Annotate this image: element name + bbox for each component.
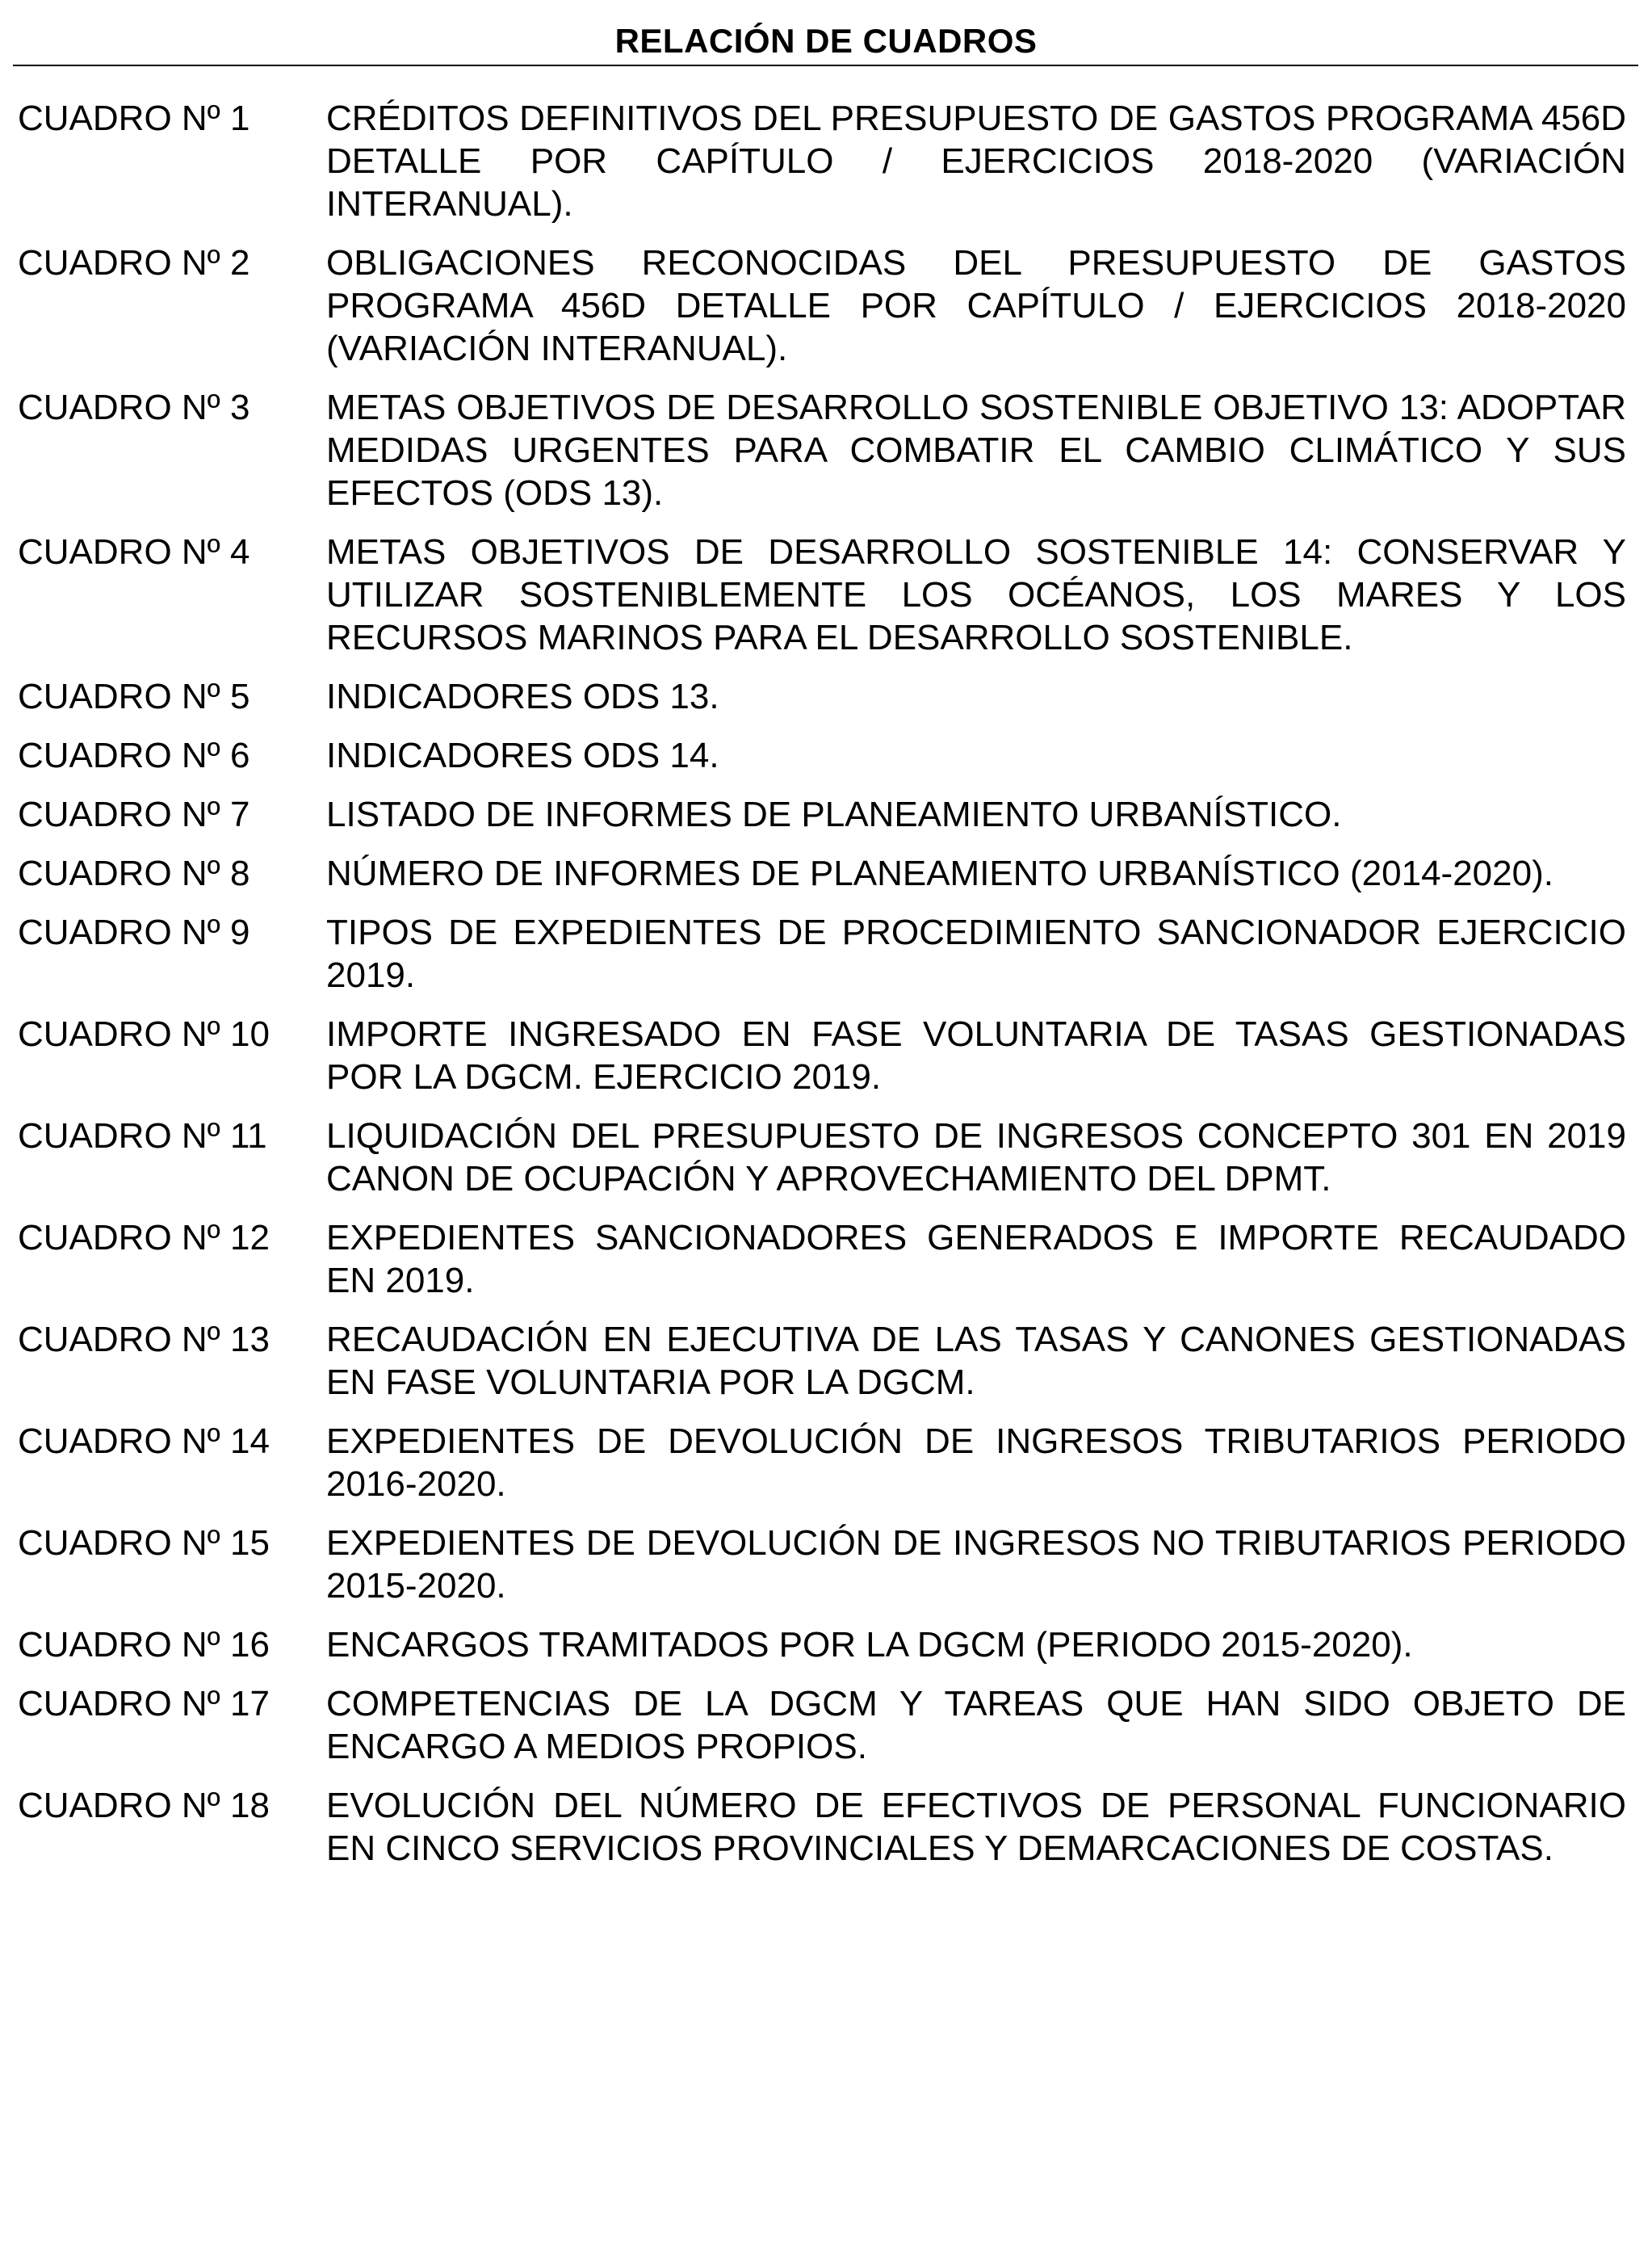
table-description: LISTADO DE INFORMES DE PLANEAMIENTO URBANÍSTICO. <box>326 795 1342 834</box>
table-number: CUADRO Nº 7 <box>18 795 250 834</box>
table-number: CUADRO Nº 10 <box>18 1014 270 1054</box>
list-item <box>18 1013 1626 1098</box>
list-item <box>18 734 1626 777</box>
table-description: EXPEDIENTES DE DEVOLUCIÓN DE INGRESOS TRIBUTARIOS PERIODO 2016-2020. <box>326 1421 1626 1504</box>
list-item <box>18 911 1626 997</box>
table-list <box>18 97 1626 1886</box>
table-description: CRÉDITOS DEFINITIVOS DEL PRESUPUESTO DE GASTOS PROGRAMA 456D DETALLE POR CAPÍTULO / EJERCICIOS 2018-2020 (VARIACIÓN INTERANUAL). <box>326 99 1626 224</box>
table-description: NÚMERO DE INFORMES DE PLANEAMIENTO URBANÍSTICO (2014-2020). <box>326 854 1553 893</box>
list-item <box>18 241 1626 370</box>
table-number: CUADRO Nº 12 <box>18 1218 270 1257</box>
table-number: CUADRO Nº 11 <box>18 1116 267 1156</box>
list-item <box>18 1682 1626 1768</box>
list-item <box>18 1216 1626 1302</box>
list-item <box>18 675 1626 718</box>
list-item <box>18 386 1626 514</box>
table-description: RECAUDACIÓN EN EJECUTIVA DE LAS TASAS Y CANONES GESTIONADAS EN FASE VOLUNTARIA POR LA DGCM. <box>326 1320 1626 1402</box>
list-item <box>18 531 1626 659</box>
table-number: CUADRO Nº 2 <box>18 243 250 283</box>
list-item <box>18 1623 1626 1666</box>
list-item <box>18 1420 1626 1505</box>
table-description: INDICADORES ODS 14. <box>326 736 719 775</box>
table-number: CUADRO Nº 15 <box>18 1523 270 1563</box>
table-description: METAS OBJETIVOS DE DESARROLLO SOSTENIBLE 14: CONSERVAR Y UTILIZAR SOSTENIBLEMENTE LOS OCÉANOS, LOS MARES Y LOS RECURSOS MARINOS PARA EL DESARROLLO SOSTENIBLE. <box>326 532 1626 657</box>
table-description: ENCARGOS TRAMITADOS POR LA DGCM (PERIODO 2015-2020). <box>326 1625 1413 1665</box>
list-item <box>18 793 1626 836</box>
table-number: CUADRO Nº 13 <box>18 1320 270 1359</box>
table-number: CUADRO Nº 16 <box>18 1625 270 1665</box>
table-number: CUADRO Nº 18 <box>18 1786 270 1825</box>
table-number: CUADRO Nº 6 <box>18 736 250 775</box>
list-item <box>18 97 1626 225</box>
table-description: IMPORTE INGRESADO EN FASE VOLUNTARIA DE TASAS GESTIONADAS POR LA DGCM. EJERCICIO 2019. <box>326 1014 1626 1097</box>
title-divider <box>13 65 1638 66</box>
table-description: COMPETENCIAS DE LA DGCM Y TAREAS QUE HAN SIDO OBJETO DE ENCARGO A MEDIOS PROPIOS. <box>326 1684 1626 1766</box>
table-number: CUADRO Nº 3 <box>18 388 250 427</box>
page-title: RELACIÓN DE CUADROS <box>614 22 1038 60</box>
list-item <box>18 852 1626 895</box>
table-number: CUADRO Nº 8 <box>18 854 250 893</box>
table-description: LIQUIDACIÓN DEL PRESUPUESTO DE INGRESOS CONCEPTO 301 EN 2019 CANON DE OCUPACIÓN Y APROVECHAMIENTO DEL DPMT. <box>326 1116 1626 1199</box>
table-description: EVOLUCIÓN DEL NÚMERO DE EFECTIVOS DE PERSONAL FUNCIONARIO EN CINCO SERVICIOS PROVINCIALES Y DEMARCACIONES DE COSTAS. <box>326 1786 1626 1868</box>
list-item <box>18 1115 1626 1200</box>
table-description: EXPEDIENTES DE DEVOLUCIÓN DE INGRESOS NO TRIBUTARIOS PERIODO 2015-2020. <box>326 1523 1626 1606</box>
table-number: CUADRO Nº 5 <box>18 677 250 716</box>
table-number: CUADRO Nº 4 <box>18 532 250 572</box>
table-number: CUADRO Nº 14 <box>18 1421 270 1461</box>
list-item <box>18 1318 1626 1404</box>
list-item <box>18 1784 1626 1870</box>
table-description: EXPEDIENTES SANCIONADORES GENERADOS E IMPORTE RECAUDADO EN 2019. <box>326 1218 1626 1300</box>
table-number: CUADRO Nº 9 <box>18 913 250 952</box>
table-description: OBLIGACIONES RECONOCIDAS DEL PRESUPUESTO DE GASTOS PROGRAMA 456D DETALLE POR CAPÍTULO / EJERCICIOS 2018-2020 (VARIACIÓN INTERANUAL). <box>326 243 1626 368</box>
table-description: INDICADORES ODS 13. <box>326 677 719 716</box>
table-description: TIPOS DE EXPEDIENTES DE PROCEDIMIENTO SANCIONADOR EJERCICIO 2019. <box>326 913 1626 995</box>
list-item <box>18 1522 1626 1607</box>
table-number: CUADRO Nº 17 <box>18 1684 270 1723</box>
table-description: METAS OBJETIVOS DE DESARROLLO SOSTENIBLE OBJETIVO 13: ADOPTAR MEDIDAS URGENTES PARA COMBATIR EL CAMBIO CLIMÁTICO Y SUS EFECTOS (ODS 13). <box>326 388 1626 513</box>
table-number: CUADRO Nº 1 <box>18 99 250 138</box>
